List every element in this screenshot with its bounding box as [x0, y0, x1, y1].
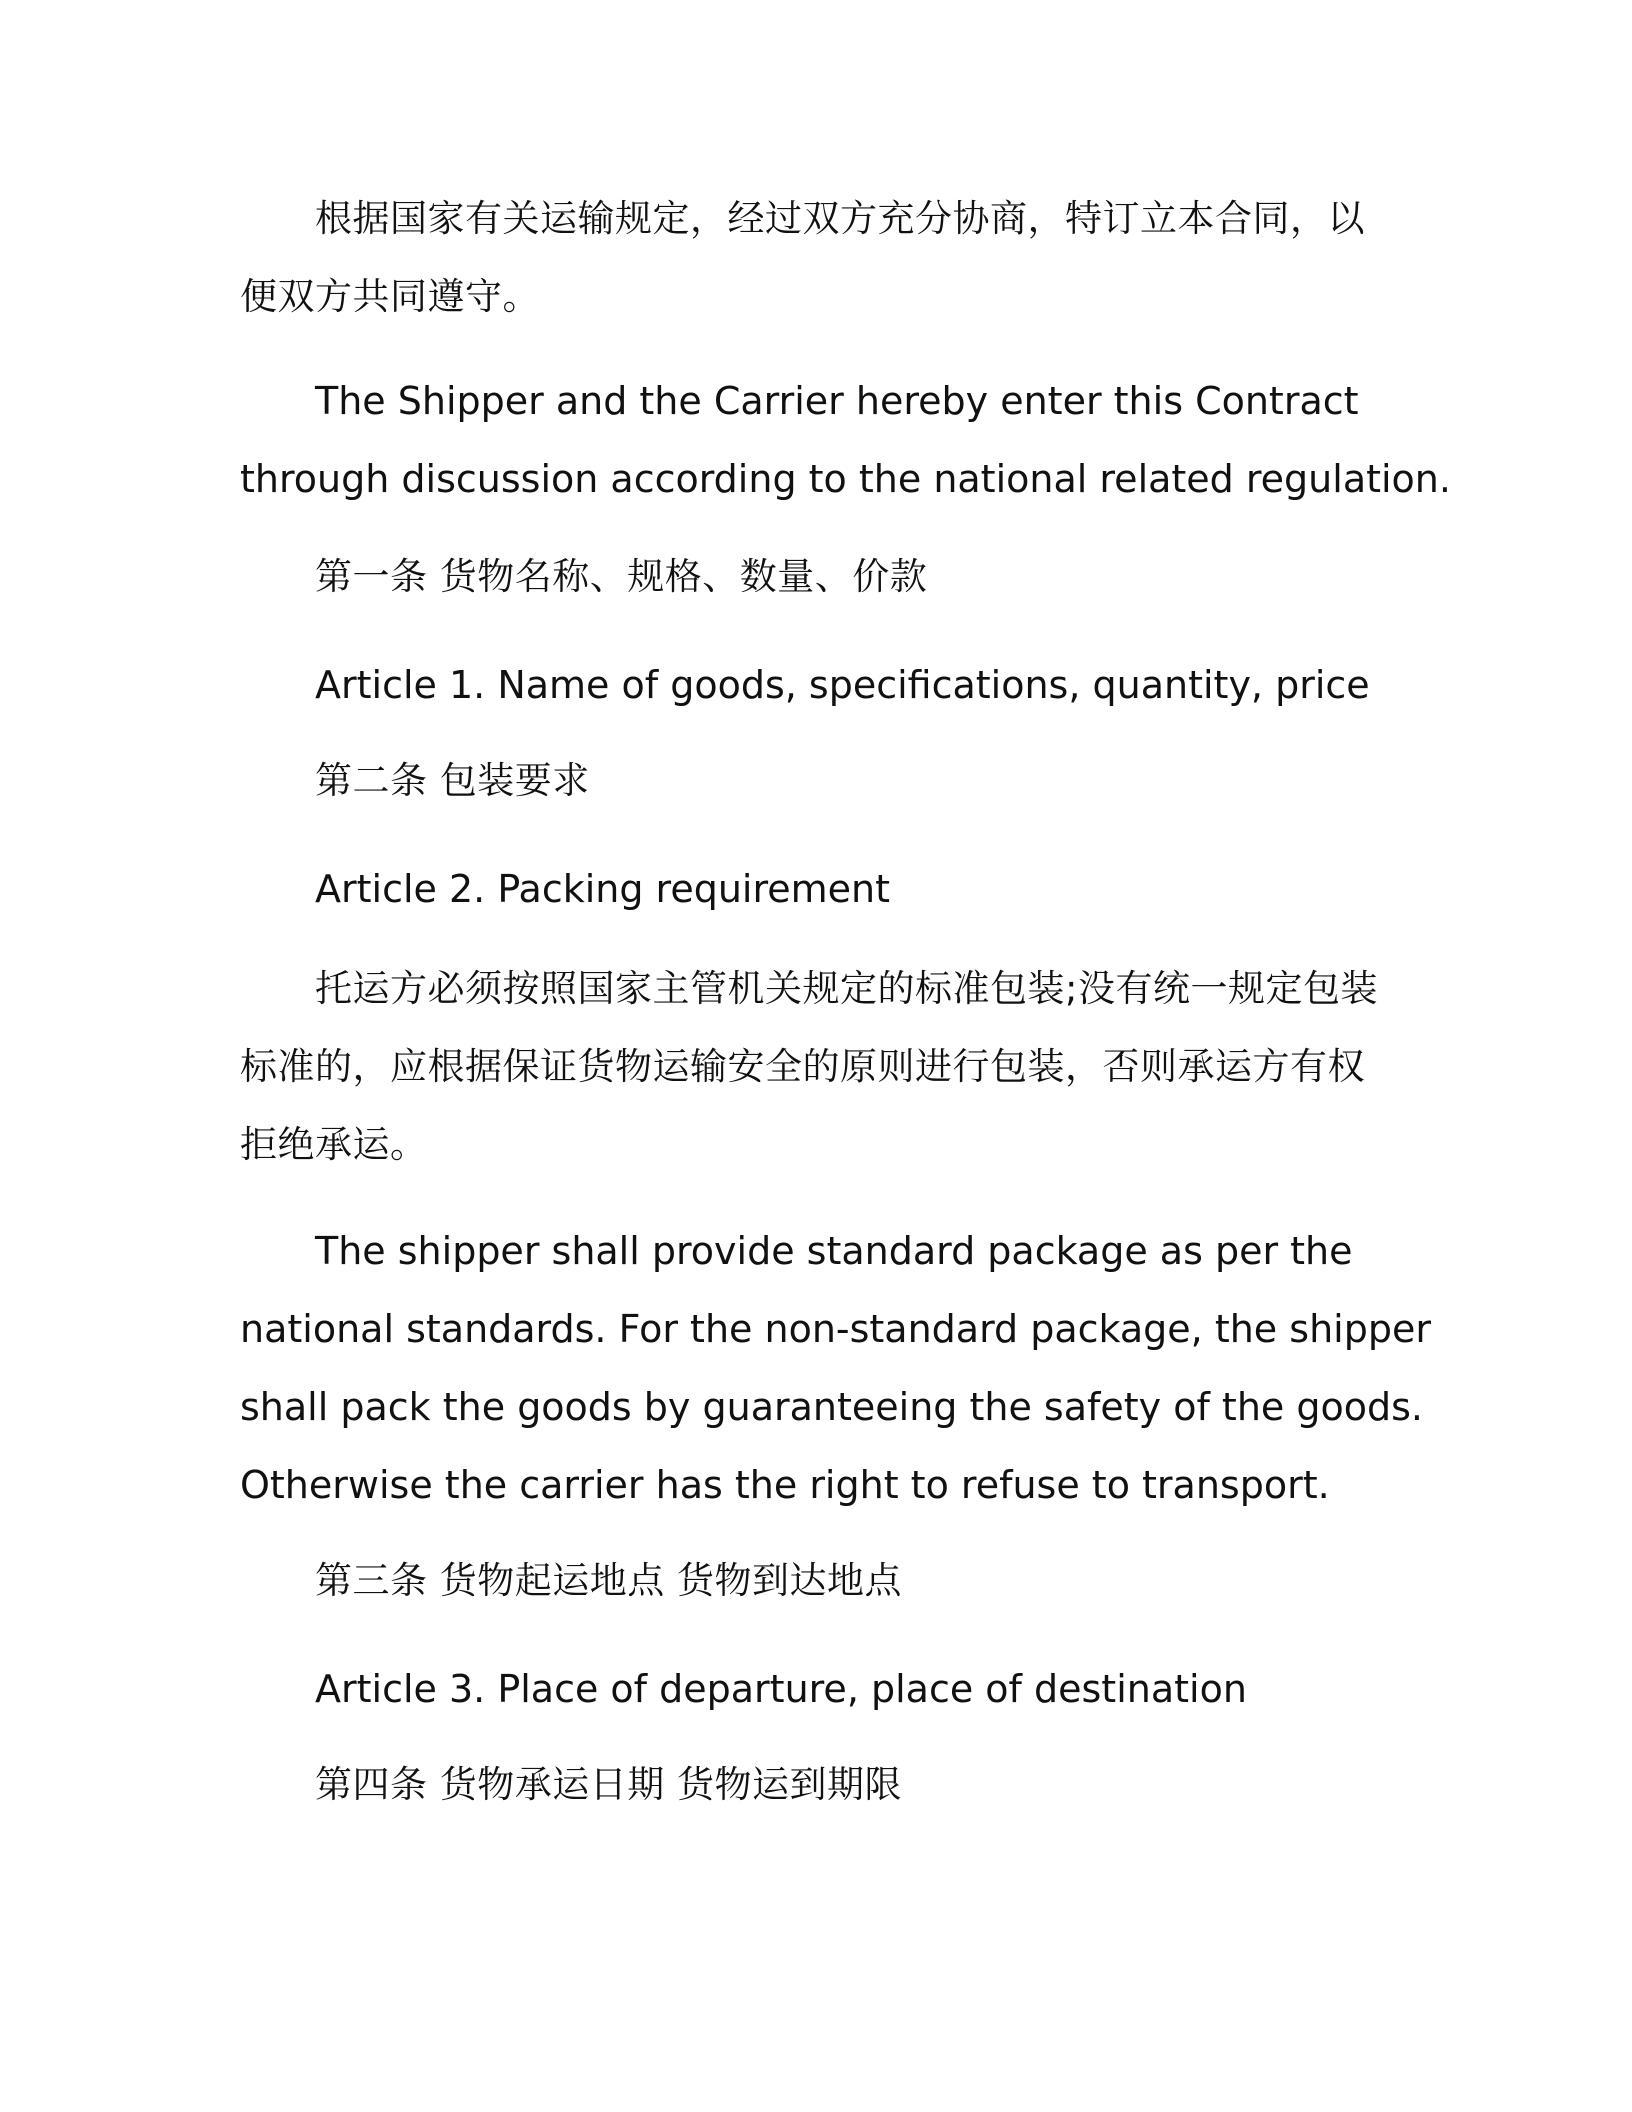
- packing-clause-english-line: Otherwise the carrier has the right to refuse to transport.: [240, 1463, 1330, 1507]
- packing-clause-english-line: national standards. For the non-standard package, the shipper: [240, 1307, 1431, 1351]
- packing-clause-chinese-line: 托运方必须按照国家主管机关规定的标准包装;没有统一规定包装: [315, 967, 1378, 1010]
- packing-clause-english-line: shall pack the goods by guaranteeing the safety of the goods.: [240, 1385, 1423, 1429]
- packing-clause-english-line: The shipper shall provide standard package as per the: [315, 1229, 1353, 1273]
- preamble-chinese: [240, 180, 1390, 336]
- article-1-heading-english: Article 1. Name of goods, specifications, quantity, price: [315, 663, 1370, 707]
- preamble-english-line: through discussion according to the national related regulation.: [240, 457, 1451, 501]
- article-1-heading-chinese: 第一条 货物名称、规格、数量、价款: [315, 555, 928, 598]
- article-2-heading-chinese: 第二条 包装要求: [315, 759, 590, 802]
- packing-clause-chinese-line: 拒绝承运。: [240, 1123, 428, 1166]
- preamble-chinese-line: 根据国家有关运输规定，经过双方充分协商，特订立本合同，以: [315, 197, 1365, 240]
- article-4-heading-chinese: 第四条 货物承运日期 货物运到期限: [315, 1763, 903, 1806]
- article-3-heading-english: Article 3. Place of departure, place of destination: [315, 1667, 1247, 1711]
- preamble-english-line: The Shipper and the Carrier hereby enter this Contract: [315, 379, 1359, 423]
- article-2-heading-english: Article 2. Packing requirement: [315, 867, 891, 911]
- preamble-chinese-line: 便双方共同遵守。: [240, 275, 540, 318]
- preamble-english: [240, 362, 1451, 518]
- packing-clause-chinese-line: 标准的，应根据保证货物运输安全的原则进行包装，否则承运方有权: [240, 1045, 1365, 1088]
- article-3-heading-chinese: 第三条 货物起运地点 货物到达地点: [315, 1559, 903, 1602]
- packing-clause-english: [240, 1212, 1431, 1524]
- packing-clause-chinese: [240, 950, 1390, 1184]
